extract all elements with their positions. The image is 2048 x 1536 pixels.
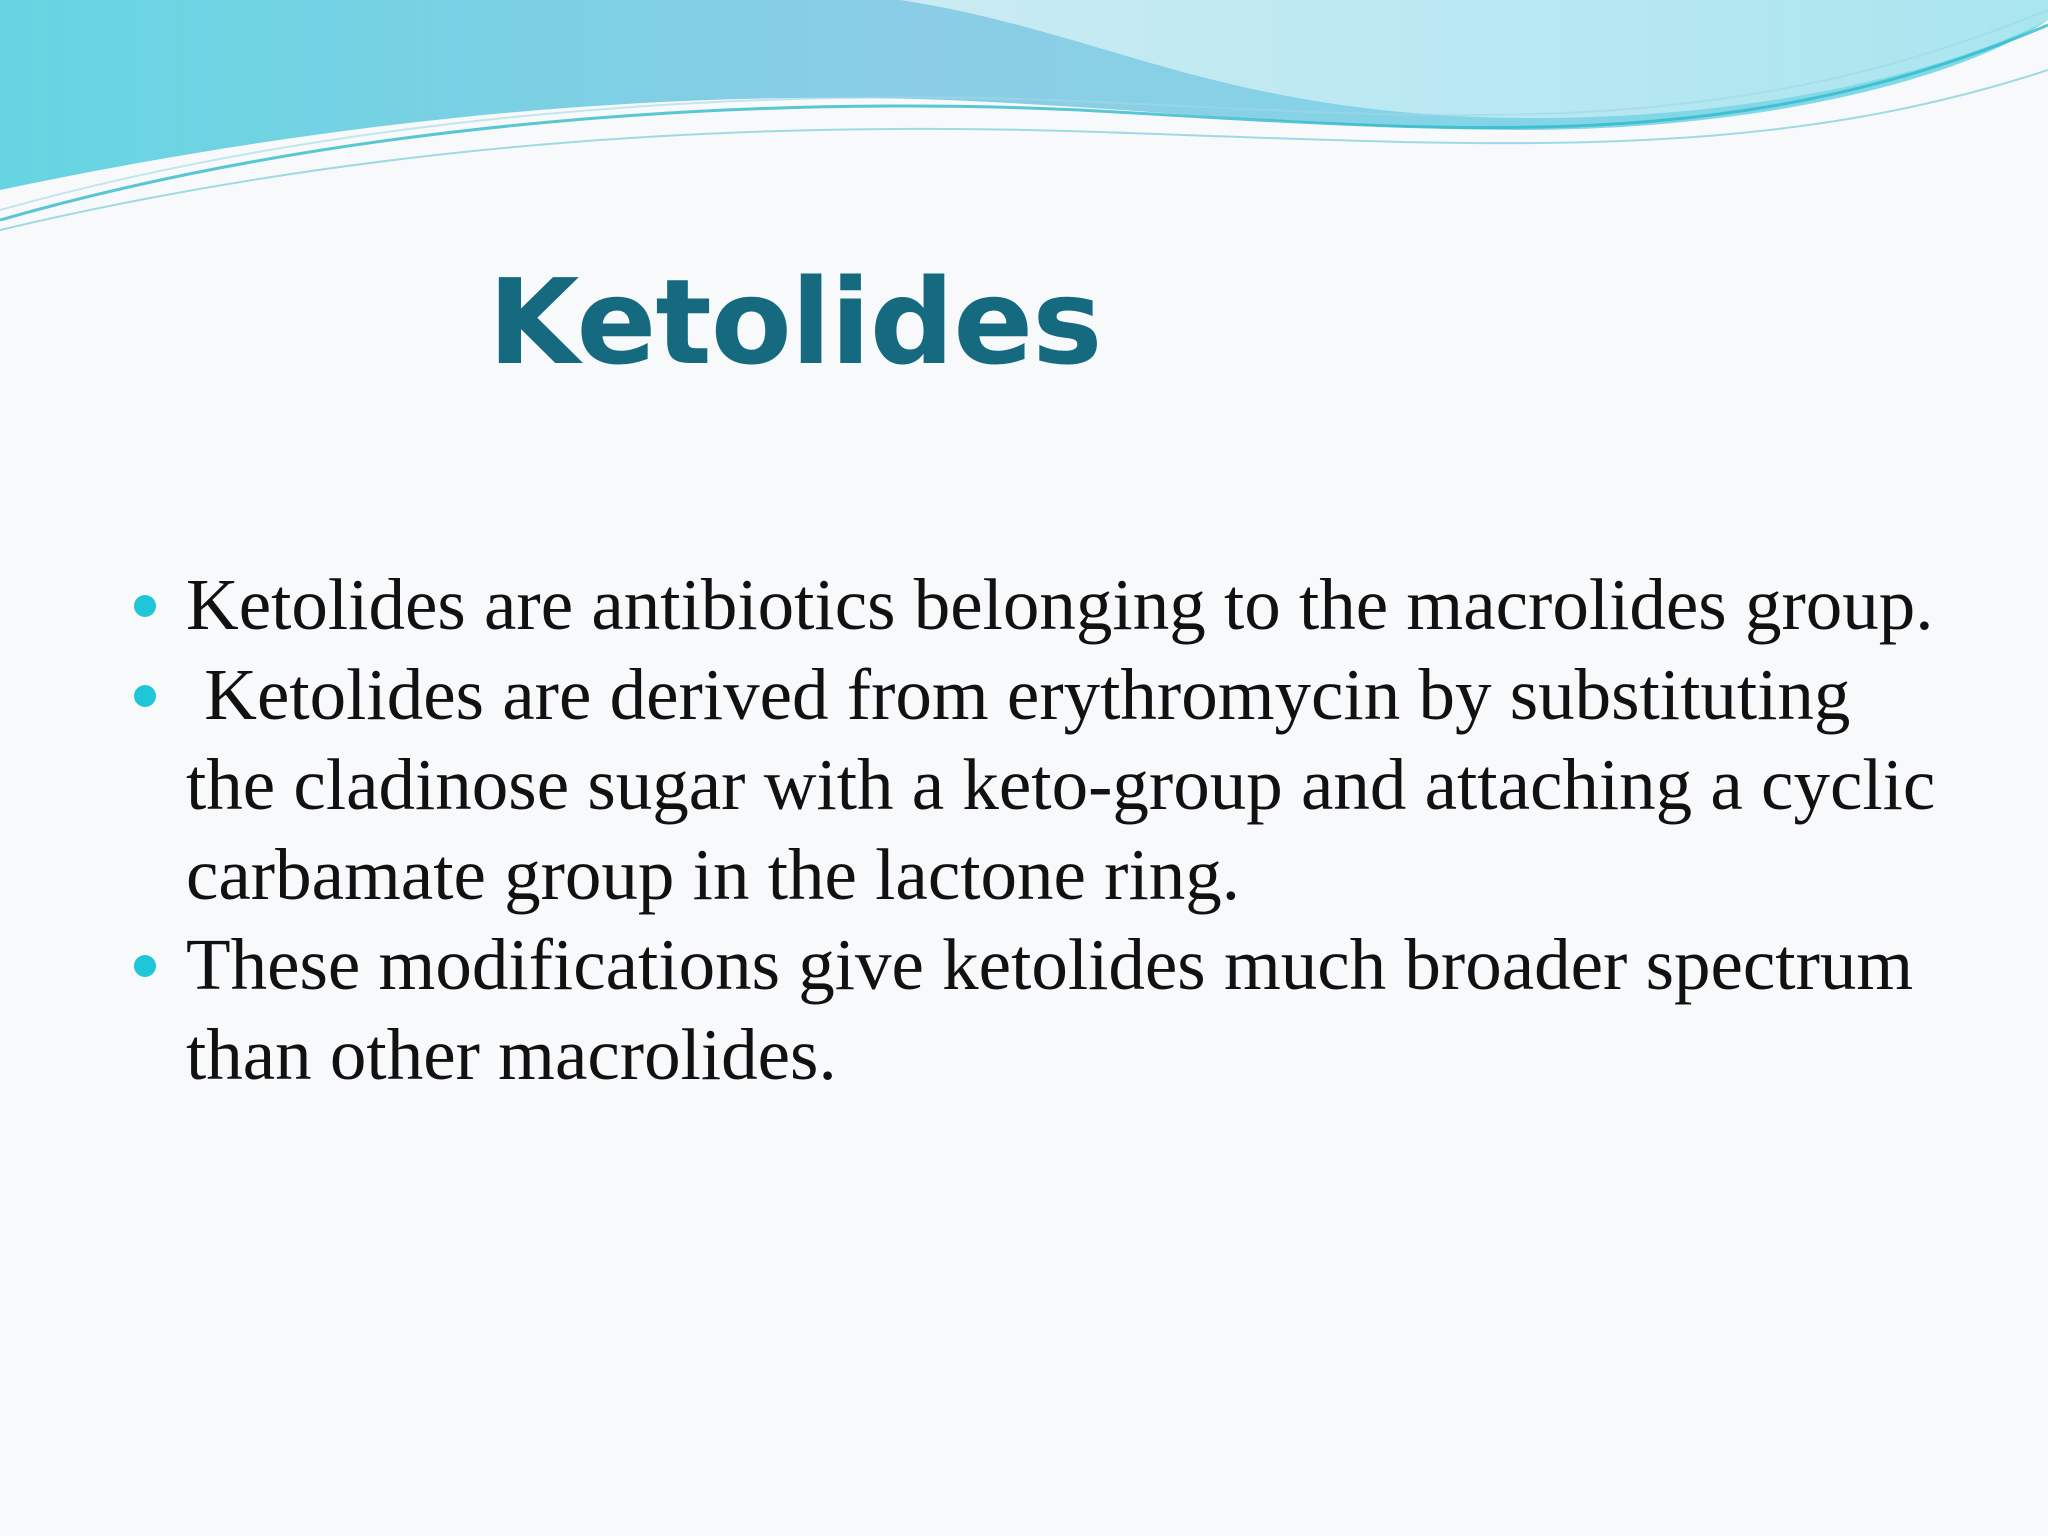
bullet-icon xyxy=(134,595,156,617)
bullet-item-3 xyxy=(130,920,1950,1100)
bullet-icon xyxy=(134,685,156,707)
decorative-wave-header xyxy=(0,0,2048,260)
bullet-text-2: Ketolides are derived from erythromycin by substituting the cladinose sugar with a keto-group and attaching a cyclic carbamate group in the lactone ring. xyxy=(186,654,1954,915)
slide-title: Ketolides xyxy=(488,253,1102,391)
bullet-list xyxy=(130,560,1954,1100)
bullet-text-1: Ketolides are antibiotics belonging to the macrolides group. xyxy=(186,564,1934,645)
bullet-item-2 xyxy=(130,650,1954,920)
bullet-item-1 xyxy=(130,560,1950,650)
bullet-icon xyxy=(134,955,156,977)
bullet-text-3: These modifications give ketolides much broader spectrum than other macrolides. xyxy=(186,924,1932,1095)
